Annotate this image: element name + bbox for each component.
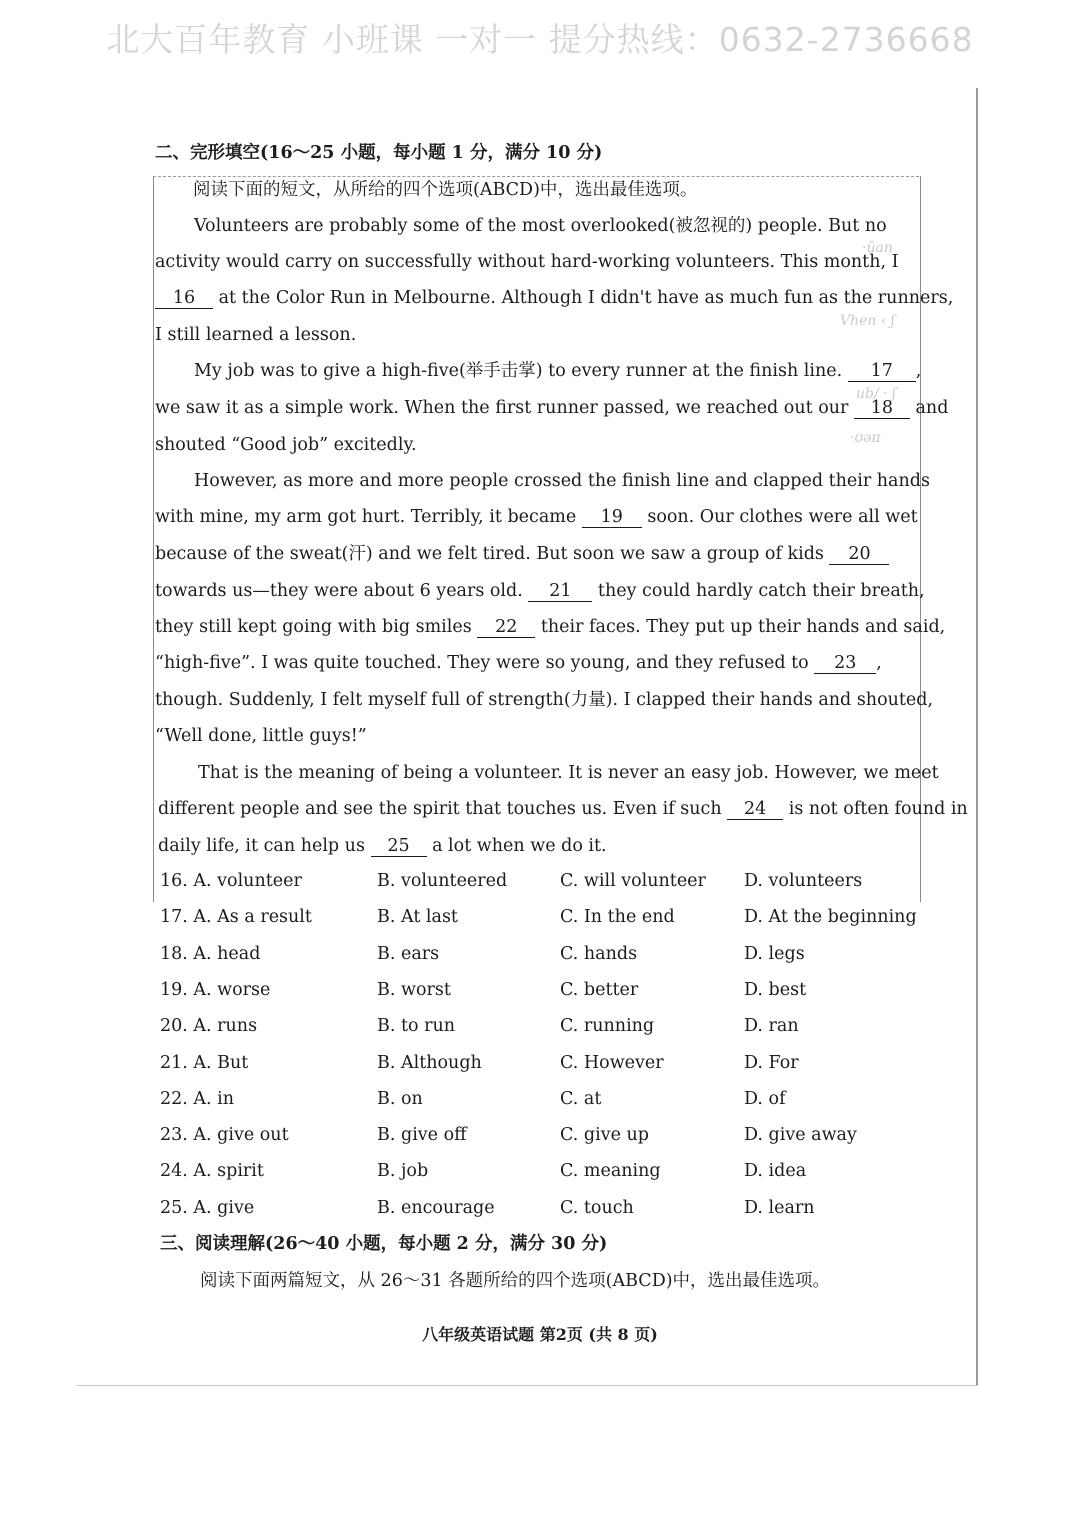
passage-line: I still learned a lesson. xyxy=(155,325,357,345)
option-b[interactable]: B. At last xyxy=(377,907,458,927)
option-b[interactable]: B. job xyxy=(377,1161,429,1181)
passage-line: “high-five”. I was quite touched. They were so young, and they refused to 23 , xyxy=(155,653,882,673)
watermark: 北大百年教育 小班课 一对一 提分热线：0632-2736668 xyxy=(106,20,974,59)
option-a[interactable]: 22. A. in xyxy=(160,1089,235,1109)
option-d[interactable]: D. legs xyxy=(744,944,805,964)
passage-line: towards us—they were about 6 years old. 21 they could hardly catch their breath, xyxy=(155,581,925,601)
passage-line: though. Suddenly, I felt myself full of strength(力量). I clapped their hands and shouted, xyxy=(155,690,934,710)
option-c[interactable]: C. meaning xyxy=(560,1161,661,1181)
option-a[interactable]: 16. A. volunteer xyxy=(160,871,302,891)
option-c[interactable]: C. better xyxy=(560,980,639,1000)
bleed-through-mark: Vhen ‹ ʃ xyxy=(840,313,895,329)
page-edge-right xyxy=(976,88,978,1386)
passage-frame xyxy=(153,176,921,902)
option-d[interactable]: D. idea xyxy=(744,1161,807,1181)
option-c[interactable]: C. running xyxy=(560,1016,655,1036)
passage-line: Volunteers are probably some of the most overlooked(被忽视的) people. But no xyxy=(194,216,887,236)
blank-18: 18 xyxy=(854,398,910,419)
option-a[interactable]: 23. A. give out xyxy=(160,1125,289,1145)
option-b[interactable]: B. volunteered xyxy=(377,871,508,891)
option-b[interactable]: B. ears xyxy=(377,944,440,964)
passage-line: different people and see the spirit that touches us. Even if such 24 is not often found in xyxy=(158,799,968,819)
option-d[interactable]: D. ran xyxy=(744,1016,799,1036)
option-d[interactable]: D. give away xyxy=(744,1125,857,1145)
blank-22: 22 xyxy=(477,617,535,638)
option-a[interactable]: 18. A. head xyxy=(160,944,261,964)
passage-line: “Well done, little guys!” xyxy=(155,726,367,746)
passage-line: My job was to give a high-five(举手击掌) to every runner at the finish line. 17 , xyxy=(194,361,922,381)
option-a[interactable]: 21. A. But xyxy=(160,1053,249,1073)
option-b[interactable]: B. give off xyxy=(377,1125,467,1145)
option-a[interactable]: 25. A. give xyxy=(160,1198,255,1218)
option-a[interactable]: 24. A. spirit xyxy=(160,1161,264,1181)
option-c[interactable]: C. will volunteer xyxy=(560,871,706,891)
blank-17: 17 xyxy=(848,361,916,382)
blank-24: 24 xyxy=(727,799,783,820)
passage-line: That is the meaning of being a volunteer. It is never an easy job. However, we meet xyxy=(198,763,939,783)
option-c[interactable]: C. hands xyxy=(560,944,638,964)
option-c[interactable]: C. However xyxy=(560,1053,664,1073)
option-c[interactable]: C. In the end xyxy=(560,907,675,927)
passage-line: 16 at the Color Run in Melbourne. Although I didn't have as much fun as the runners, xyxy=(155,287,953,309)
option-b[interactable]: B. worst xyxy=(377,980,451,1000)
bleed-through-mark: ·ʊəɪɪ xyxy=(850,430,881,446)
option-a[interactable]: 19. A. worse xyxy=(160,980,271,1000)
blank-23: 23 xyxy=(814,653,876,674)
passage-frame-top xyxy=(153,176,919,177)
blank-20: 20 xyxy=(829,544,889,565)
option-c[interactable]: C. give up xyxy=(560,1125,649,1145)
option-c[interactable]: C. touch xyxy=(560,1198,634,1218)
page-edge-bottom xyxy=(76,1385,978,1386)
blank-25: 25 xyxy=(371,836,427,857)
passage-line: because of the sweat(汗) and we felt tired. But soon we saw a group of kids 20 xyxy=(155,543,889,565)
bleed-through-mark: ·ŭan xyxy=(862,240,893,256)
blank-19: 19 xyxy=(582,507,642,528)
section-2-instruction: 阅读下面的短文，从所给的四个选项(ABCD)中，选出最佳选项。 xyxy=(193,180,698,200)
passage-line: However, as more and more people crossed the finish line and clapped their hands xyxy=(194,471,930,491)
passage-line: we saw it as a simple work. When the first runner passed, we reached out our 18 and xyxy=(155,398,949,418)
option-d[interactable]: D. volunteers xyxy=(744,871,863,891)
option-d[interactable]: D. For xyxy=(744,1053,799,1073)
option-b[interactable]: B. on xyxy=(377,1089,423,1109)
option-c[interactable]: C. at xyxy=(560,1089,602,1109)
option-d[interactable]: D. of xyxy=(744,1089,786,1109)
option-d[interactable]: D. best xyxy=(744,980,807,1000)
passage-line: with mine, my arm got hurt. Terribly, it became 19 soon. Our clothes were all wet xyxy=(155,507,918,527)
blank-21: 21 xyxy=(528,581,592,602)
passage-line: they still kept going with big smiles 22 their faces. They put up their hands and said, xyxy=(155,617,946,637)
section-3-instruction: 阅读下面两篇短文，从 26～31 各题所给的四个选项(ABCD)中，选出最佳选项。 xyxy=(200,1271,831,1291)
passage-line: activity would carry on successfully without hard-working volunteers. This month, I xyxy=(155,252,899,272)
passage-line: daily life, it can help us 25 a lot when we do it. xyxy=(158,836,607,856)
bleed-through-mark: ub/ · ʃ xyxy=(856,386,896,402)
section-3-heading: 三、阅读理解(26～40 小题，每小题 2 分，满分 30 分) xyxy=(160,1234,608,1254)
option-d[interactable]: D. At the beginning xyxy=(744,907,917,927)
option-d[interactable]: D. learn xyxy=(744,1198,815,1218)
option-a[interactable]: 20. A. runs xyxy=(160,1016,258,1036)
option-b[interactable]: B. to run xyxy=(377,1016,456,1036)
option-a[interactable]: 17. A. As a result xyxy=(160,907,312,927)
option-b[interactable]: B. encourage xyxy=(377,1198,495,1218)
page-footer: 八年级英语试题 第2页 (共 8 页) xyxy=(422,1325,658,1344)
blank-16: 16 xyxy=(155,288,213,309)
option-b[interactable]: B. Although xyxy=(377,1053,482,1073)
passage-line: shouted “Good job” excitedly. xyxy=(155,435,417,455)
section-2-heading: 二、完形填空(16～25 小题，每小题 1 分，满分 10 分) xyxy=(155,143,603,163)
